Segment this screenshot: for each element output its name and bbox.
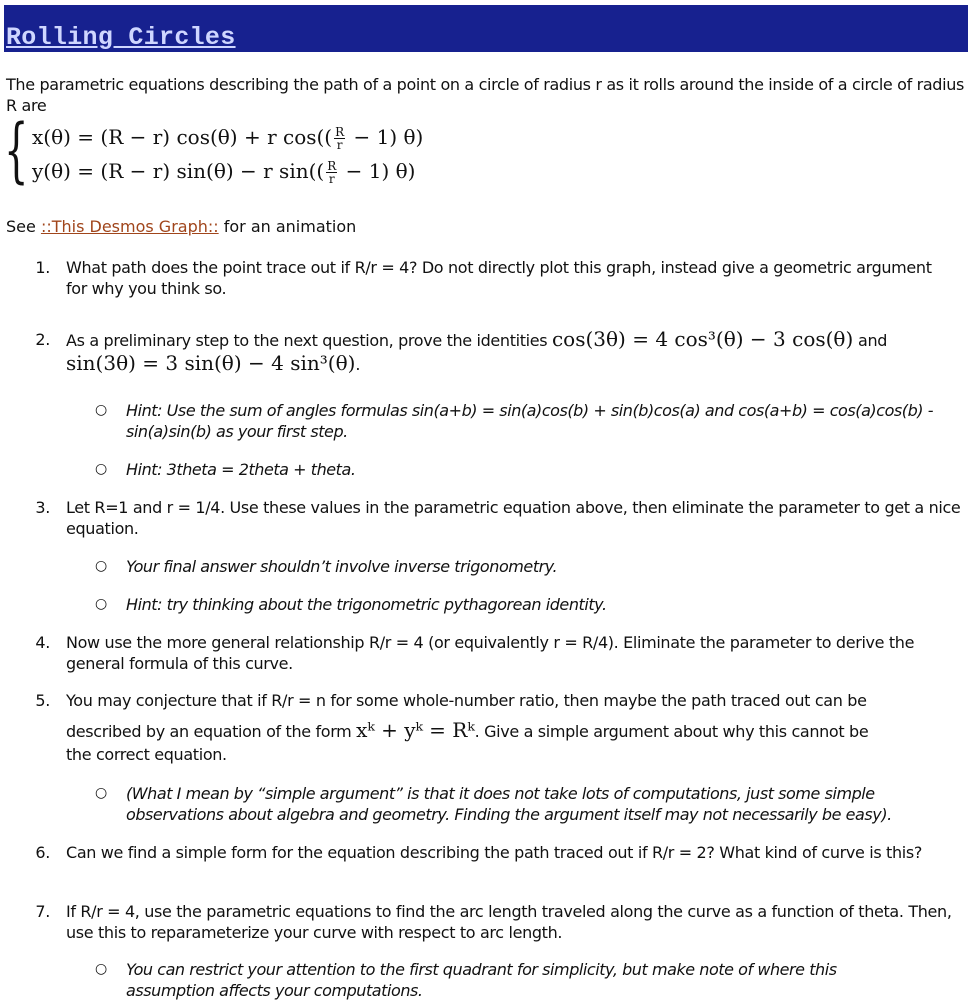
see-prefix: See [6,217,41,236]
question-number: 3. [35,498,50,517]
question-number: 7. [35,902,50,921]
equation-y-right: − 1) θ) [339,159,416,183]
question-number: 1. [35,258,50,277]
question-text-line2 [66,353,360,375]
question-text-part: As a preliminary step to the next question, prove the identities [66,331,548,350]
fraction-r-over-r [334,126,345,151]
page-title: Rolling Circles [6,23,236,52]
bullet-icon: ○ [95,558,108,574]
question-text-line2 [66,720,868,742]
question-joiner: and [853,331,888,350]
hint-q5-a: (What I mean by “simple argument” is that it does not take lots of computations, just some simple observations about algebra and geometry. Finding the argument itself may not necessarily be easy). [126,784,892,824]
question-text-part: described by an equation of the form [66,722,352,741]
question-text: Now use the more general relationship R/r = 4 (or equivalently r = R/4). Eliminate the parameter to derive the general formula of this curve. [66,633,915,673]
question-number: 4. [35,633,50,652]
intro-paragraph: The parametric equations describing the path of a point on a circle of radius r as it rolls around the inside of a circle of radius R are [6,75,964,115]
equation-power-form: xᵏ + yᵏ = Rᵏ [356,718,475,742]
bullet-icon: ○ [95,402,108,418]
title-banner [4,5,968,52]
question-text: Let R=1 and r = 1/4. Use these values in the parametric equation above, then eliminate the parameter to get a nice equation. [66,498,961,538]
parametric-equations [4,109,464,197]
question-number: 6. [35,843,50,862]
question-text: You may conjecture that if R/r = n for some whole-number ratio, then maybe the path traced out can be [66,691,867,710]
hint-q2-b: Hint: 3theta = 2theta + theta. [126,460,356,479]
equation-x-left: x(θ) = (R − r) cos(θ) + r cos(( [32,125,333,149]
hint-q7-a: You can restrict your attention to the first quadrant for simplicity, but make note of where this assumption affects your computations. [126,960,837,1000]
equation-y [32,159,415,185]
see-suffix: for an animation [218,217,357,236]
identity-cos3: cos(3θ) = 4 cos³(θ) − 3 cos(θ) [551,327,854,351]
equation-y-left: y(θ) = (R − r) sin(θ) − r sin(( [32,159,325,183]
question-number: 5. [35,691,50,710]
bullet-icon: ○ [95,596,108,612]
question-text-part: . Give a simple argument about why this cannot be [474,722,869,741]
hint-q3-b: Hint: try thinking about the trigonometric pythagorean identity. [126,595,607,614]
question-text-line3: the correct equation. [66,745,227,764]
fraction-denominator: r [336,138,343,152]
question-text: Can we find a simple form for the equation describing the path traced out if R/r = 2? What kind of curve is this? [66,843,922,862]
fraction-numerator: R [327,159,337,173]
hint-q3-a: Your final answer shouldn’t involve inverse trigonometry. [126,557,558,576]
identity-sin3: sin(3θ) = 3 sin(θ) − 4 sin³(θ) [66,351,356,375]
question-text: What path does the point trace out if R/r = 4? Do not directly plot this graph, instead give a geometric argument for why you think so. [66,258,932,298]
question-text [66,329,966,351]
desmos-graph-link[interactable]: ::This Desmos Graph:: [40,217,219,236]
bullet-icon: ○ [95,461,108,477]
see-desmos-line [6,217,356,236]
fraction-denominator: r [328,172,335,186]
fraction-r-over-r [326,160,337,185]
bullet-icon: ○ [95,961,108,977]
bullet-icon: ○ [95,785,108,801]
hint-q2-a: Hint: Use the sum of angles formulas sin(a+b) = sin(a)cos(b) + sin(b)cos(a) and cos(a+b) = cos(a)cos(b) - sin(a)sin(b) as your first step. [126,401,934,441]
left-brace: { [4,109,29,191]
fraction-numerator: R [335,125,345,139]
question-end: . [355,355,361,374]
question-text: If R/r = 4, use the parametric equations to find the arc length traveled along the curve as a function of theta. Then, use this to reparameterize your curve with respect to arc length. [66,902,952,942]
equation-x [32,125,423,151]
equation-x-right: − 1) θ) [347,125,424,149]
question-number: 2. [35,330,50,349]
